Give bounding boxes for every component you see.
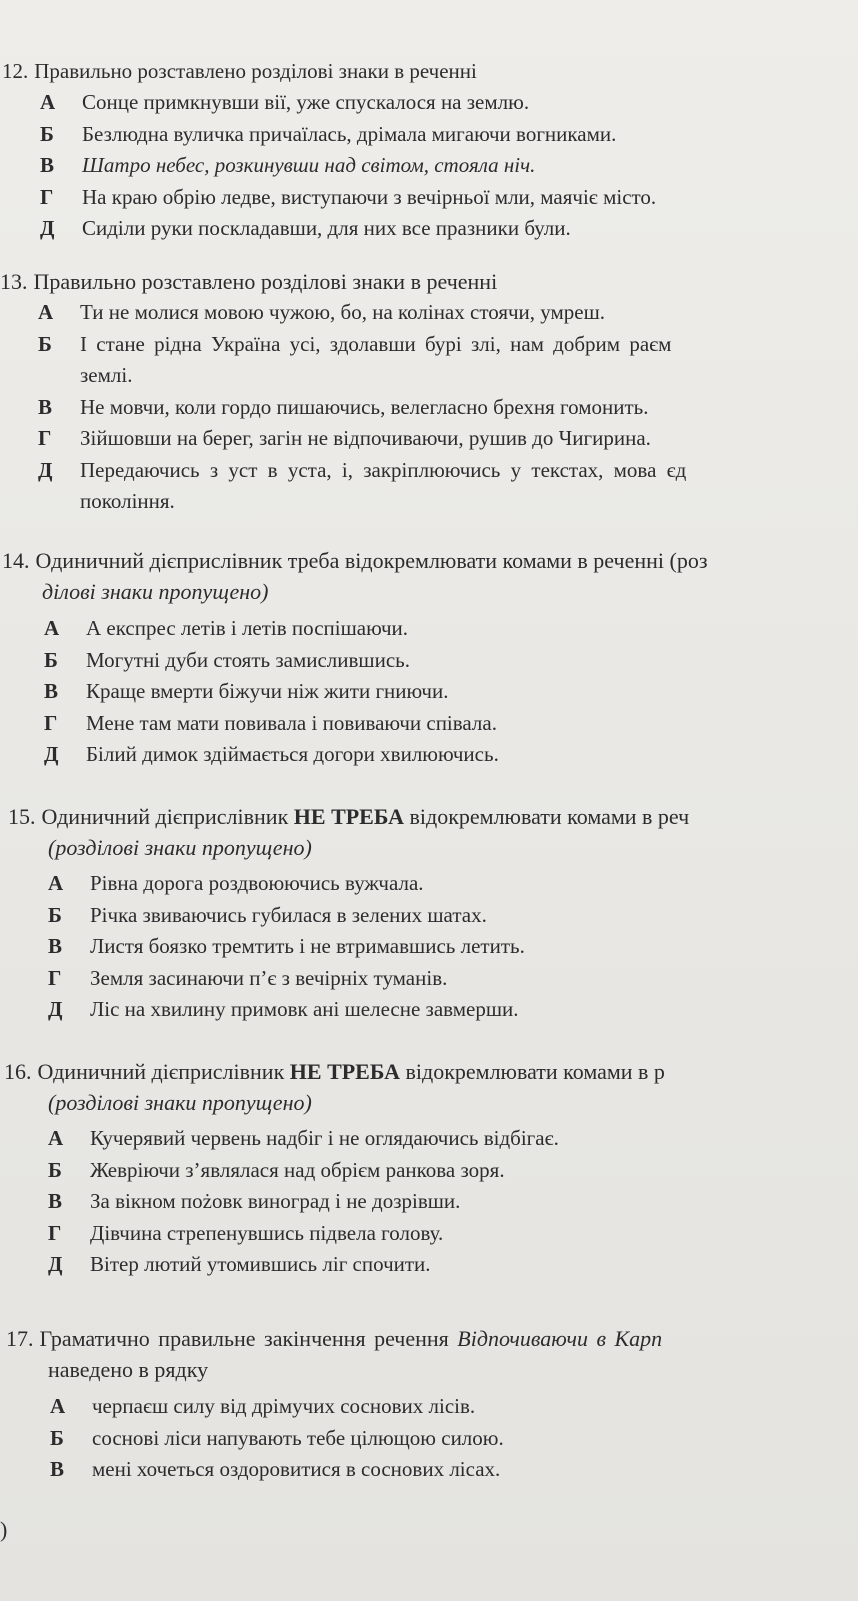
option-letter: Д — [48, 1252, 63, 1276]
option-a[interactable] — [38, 297, 858, 329]
option-v[interactable] — [38, 392, 858, 424]
question-17-stem — [6, 1323, 858, 1354]
option-b[interactable] — [44, 645, 858, 677]
question-number: 13. — [0, 269, 28, 294]
option-letter: В — [40, 153, 55, 177]
option-h[interactable] — [38, 423, 858, 455]
option-text: На краю обрію ледве, виступаючи з вечірньої мли, маячіє місто. — [82, 184, 657, 209]
question-number: 15. — [8, 804, 36, 829]
option-letter: В — [48, 1189, 63, 1213]
question-16-stem — [4, 1056, 858, 1087]
option-text: мені хочеться оздоровитися в соснових лісах. — [92, 1457, 501, 1481]
question-emphasis: НЕ ТРЕБА — [289, 1059, 400, 1084]
option-letter: Д — [44, 742, 59, 766]
question-text: Граматично правильне закінчення речення — [39, 1326, 458, 1351]
option-d-continuation: покоління. — [80, 489, 175, 513]
option-text: Кучерявий червень надбіг і не оглядаючись відбігає. — [90, 1126, 559, 1150]
option-h[interactable] — [40, 182, 858, 214]
option-text: Ти не молися мовою чужою, бо, на колінах стоячи, умреш. — [80, 300, 606, 324]
question-text: Одиничний дієприслівник треба відокремлювати комами в реченні (роз — [35, 548, 708, 573]
option-b[interactable] — [38, 329, 858, 361]
question-16 — [4, 1056, 858, 1281]
option-letter: Б — [48, 1157, 62, 1182]
option-text: черпаєш силу від дрімучих соснових лісів. — [92, 1394, 476, 1418]
option-letter: В — [44, 679, 59, 703]
question-15 — [8, 801, 858, 1026]
option-text: Дівчина стрепенувшись підвела голову. — [90, 1220, 444, 1245]
option-b[interactable] — [40, 119, 858, 151]
question-text: Одиничний дієприслівник — [37, 1059, 290, 1084]
option-text: Вітер лютий утомившись ліг спочити. — [90, 1252, 431, 1276]
question-text: Правильно розставлено розділові знаки в реченні — [34, 59, 477, 83]
option-text: А експрес летів і летів поспішаючи. — [86, 616, 409, 640]
option-v[interactable] — [48, 1186, 858, 1218]
option-letter: Б — [48, 902, 62, 927]
option-letter: Г — [44, 710, 58, 735]
option-text: За вікном поżовк виноград і не дозрівши. — [90, 1189, 461, 1213]
option-letter: В — [50, 1457, 65, 1481]
option-letter: Б — [44, 647, 58, 672]
option-v[interactable] — [44, 676, 858, 708]
question-15-stem — [8, 801, 858, 832]
option-letter: А — [48, 871, 64, 895]
option-letter: Д — [38, 457, 53, 482]
option-letter: Б — [50, 1425, 64, 1450]
question-emphasis: НЕ ТРЕБА — [293, 804, 404, 829]
option-text: Листя боязко тремтить і не втримавшись летить. — [90, 934, 525, 958]
option-b[interactable] — [50, 1423, 858, 1455]
option-text: І стане рідна Україна усі, здолавши бурі злі, нам добрим раєм — [80, 331, 672, 356]
question-14-stem — [2, 545, 858, 576]
option-a[interactable] — [50, 1391, 858, 1423]
option-h[interactable] — [48, 963, 858, 995]
option-a[interactable] — [40, 87, 858, 119]
option-text: Річка звиваючись губилася в зелених шатах. — [90, 902, 487, 927]
question-number: 12. — [2, 59, 29, 83]
option-letter: В — [48, 934, 63, 958]
option-text: Білий димок здіймається догори хвилюючись. — [86, 742, 499, 766]
option-text: Сиділи руки поскладавши, для них все празники були. — [82, 216, 571, 240]
question-14-note: ділові знаки пропущено) — [42, 579, 269, 604]
question-13 — [0, 266, 858, 518]
option-a[interactable] — [48, 868, 858, 900]
question-quoted-sentence: Відпочиваючи в Карп — [457, 1326, 663, 1351]
option-d[interactable] — [40, 213, 858, 245]
question-12-stem — [2, 56, 858, 87]
option-letter: Д — [48, 997, 63, 1021]
option-text: Передаючись з уст в уста, і, закріплюючись у текстах, мова єд — [80, 457, 687, 482]
option-text: Могутні дуби стоять замислившись. — [86, 647, 410, 672]
option-letter: Г — [48, 965, 62, 990]
option-v[interactable] — [48, 931, 858, 963]
option-d[interactable] — [48, 994, 858, 1026]
option-text: Ліс на хвилину примовк ані шелесне завмерши. — [90, 997, 519, 1021]
option-a[interactable] — [48, 1123, 858, 1155]
question-text-tail: відокремлювати комами в реч — [404, 804, 690, 829]
option-letter: А — [40, 90, 56, 114]
question-text: Одиничний дієприслівник — [41, 804, 294, 829]
question-number: 16. — [4, 1059, 32, 1084]
option-text: соснові ліси напувають тебе цілющою силою. — [92, 1425, 504, 1450]
question-17 — [6, 1323, 858, 1486]
option-h[interactable] — [48, 1218, 858, 1250]
option-a[interactable] — [44, 613, 858, 645]
question-13-stem — [0, 266, 858, 297]
page-edge-fragment: ) — [0, 1517, 8, 1542]
option-d[interactable] — [38, 455, 858, 487]
question-number: 17. — [6, 1326, 34, 1351]
option-letter: А — [48, 1126, 64, 1150]
option-letter: Д — [40, 216, 55, 240]
option-letter: Б — [40, 121, 54, 146]
option-letter: А — [50, 1394, 66, 1418]
option-d[interactable] — [44, 739, 858, 771]
question-17-stem-line2: наведено в рядку — [48, 1357, 209, 1382]
question-text-tail: відокремлювати комами в р — [400, 1059, 665, 1084]
option-letter: А — [38, 300, 54, 324]
option-v[interactable] — [50, 1454, 858, 1486]
option-text: Краще вмерти біжучи ніж жити гниючи. — [86, 679, 449, 703]
option-text: Мене там мати повивала і повиваючи співала. — [86, 710, 497, 735]
option-letter: Б — [38, 331, 52, 356]
option-letter: Г — [38, 426, 52, 450]
option-text: Сонце примкнувши вії, уже спускалося на землю. — [82, 90, 530, 114]
option-b[interactable] — [48, 1155, 858, 1187]
option-v[interactable] — [40, 150, 858, 182]
question-12 — [2, 56, 858, 245]
option-b-continuation: землі. — [80, 363, 133, 387]
question-14 — [2, 545, 858, 771]
option-letter: Г — [48, 1220, 62, 1245]
question-15-note: (розділові знаки пропущено) — [48, 835, 312, 860]
option-h[interactable] — [44, 708, 858, 740]
question-text: Правильно розставлено розділові знаки в реченні — [33, 269, 498, 294]
option-text: Зійшовши на берег, загін не відпочиваючи, рушив до Чигирина. — [80, 426, 651, 450]
option-text: Земля засинаючи п’є з вечірніх туманів. — [90, 965, 448, 990]
question-16-note: (розділові знаки пропущено) — [48, 1090, 312, 1115]
option-d[interactable] — [48, 1249, 858, 1281]
option-letter: Г — [40, 184, 54, 209]
option-b[interactable] — [48, 900, 858, 932]
question-number: 14. — [2, 548, 30, 573]
option-letter: А — [44, 616, 60, 640]
option-text: Жевріючи з’являлася над обрієм ранкова зоря. — [90, 1157, 505, 1182]
option-text: Шатро небес, розкинувши над світом, стояла ніч. — [82, 153, 536, 177]
option-text: Не мовчи, коли гордо пишаючись, велегласно брехня гомонить. — [80, 394, 649, 419]
option-letter: В — [38, 394, 53, 419]
option-text: Рівна дорога роздвоюючись вужчала. — [90, 871, 424, 895]
option-text: Безлюдна вуличка причаїлась, дрімала мигаючи вогниками. — [82, 121, 617, 146]
